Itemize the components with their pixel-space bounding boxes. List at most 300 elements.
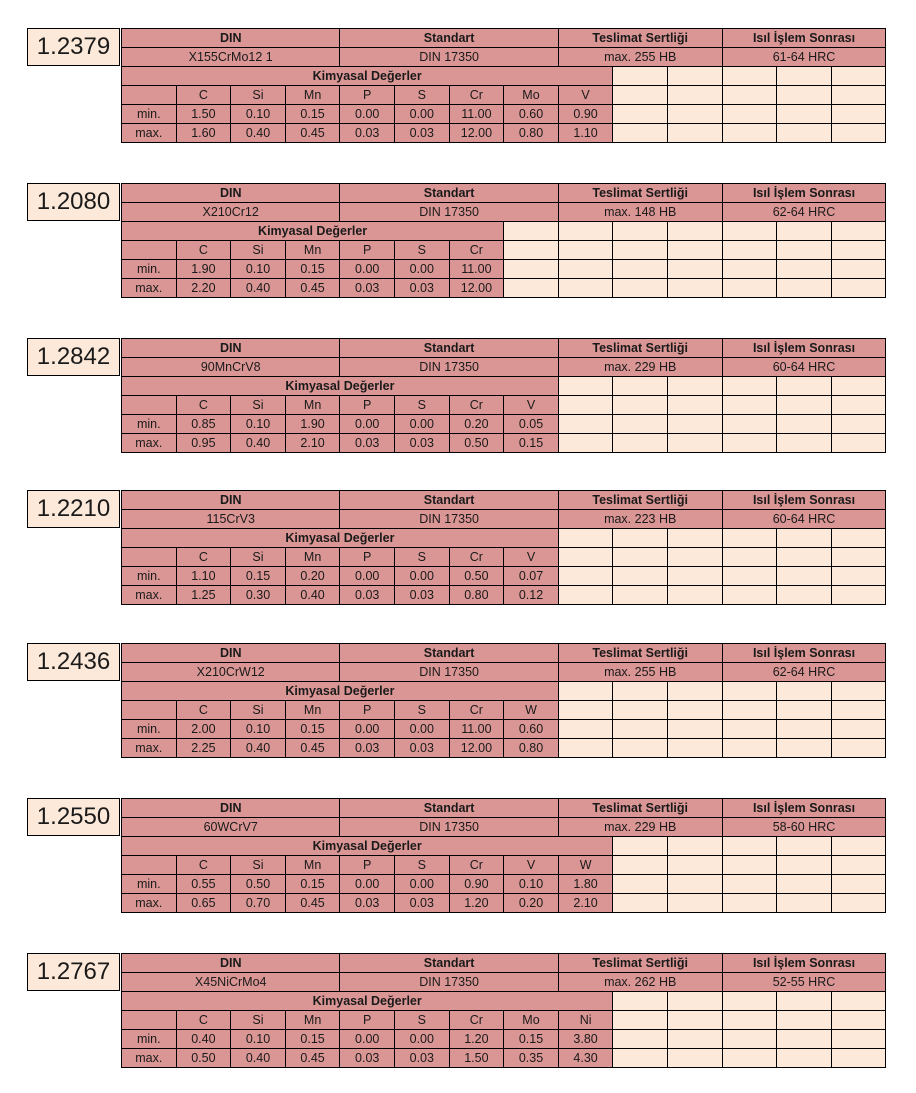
element-name: Mn — [285, 548, 340, 567]
element-name: S — [395, 856, 450, 875]
empty-cell — [831, 701, 886, 720]
min-value: 0.90 — [449, 875, 504, 894]
empty-cell — [613, 124, 668, 143]
din-value: 90MnCrV8 — [122, 358, 340, 377]
empty-cell — [831, 682, 886, 701]
standard-value: DIN 17350 — [340, 203, 558, 222]
max-value: 12.00 — [449, 739, 504, 758]
din-value: 115CrV3 — [122, 510, 340, 529]
max-value: 0.03 — [340, 1049, 395, 1068]
min-value: 0.15 — [285, 105, 340, 124]
empty-cell — [777, 739, 832, 758]
empty-cell — [667, 682, 722, 701]
empty-cell — [667, 222, 722, 241]
empty-cell — [777, 396, 832, 415]
element-name: Si — [231, 856, 286, 875]
min-label: min. — [122, 567, 177, 586]
empty-cell — [777, 1030, 832, 1049]
din-value: X155CrMo12 1 — [122, 48, 340, 67]
max-value: 0.65 — [176, 894, 231, 913]
empty-cell — [613, 1049, 668, 1068]
standard-value: DIN 17350 — [340, 510, 558, 529]
max-value: 0.15 — [504, 434, 559, 453]
empty-cell — [722, 567, 777, 586]
empty-cell — [613, 992, 668, 1011]
min-value: 11.00 — [449, 260, 504, 279]
empty-cell — [722, 86, 777, 105]
empty-cell — [613, 396, 668, 415]
delivery-hardness-header: Teslimat Sertliği — [558, 954, 722, 973]
min-value: 0.20 — [449, 415, 504, 434]
empty-cell — [667, 529, 722, 548]
empty-cell — [667, 279, 722, 298]
element-name: P — [340, 86, 395, 105]
empty-cell — [722, 992, 777, 1011]
empty-cell — [831, 875, 886, 894]
empty-cell — [667, 415, 722, 434]
empty-cell — [558, 241, 613, 260]
max-value: 0.80 — [449, 586, 504, 605]
delivery-hardness-header: Teslimat Sertliği — [558, 339, 722, 358]
empty-cell — [504, 241, 559, 260]
empty-cell — [558, 548, 613, 567]
empty-cell — [722, 105, 777, 124]
din-header: DIN — [122, 954, 340, 973]
chemical-values-header: Kimyasal Değerler — [122, 529, 559, 548]
empty-cell — [667, 1030, 722, 1049]
max-value: 0.45 — [285, 739, 340, 758]
after-heat-value: 58-60 HRC — [722, 818, 886, 837]
delivery-hardness-header: Teslimat Sertliği — [558, 29, 722, 48]
min-value: 0.10 — [231, 415, 286, 434]
empty-cell — [613, 529, 668, 548]
element-name: S — [395, 701, 450, 720]
after-heat-header: Isıl İşlem Sonrası — [722, 799, 886, 818]
max-value: 4.30 — [558, 1049, 613, 1068]
empty-cell — [667, 856, 722, 875]
max-value: 0.03 — [395, 586, 450, 605]
empty-cell — [831, 529, 886, 548]
empty-cell — [613, 739, 668, 758]
empty-cell — [831, 279, 886, 298]
delivery-hardness-value: max. 255 HB — [558, 663, 722, 682]
empty-cell — [722, 894, 777, 913]
standard-header: Standart — [340, 799, 558, 818]
empty-cell — [558, 701, 613, 720]
steel-code: 1.2436 — [27, 643, 120, 681]
empty-cell — [831, 739, 886, 758]
empty-cell — [722, 875, 777, 894]
empty-cell — [777, 875, 832, 894]
empty-cell — [777, 1049, 832, 1068]
steel-spec-table — [121, 338, 886, 453]
max-value: 0.20 — [504, 894, 559, 913]
min-value: 1.20 — [449, 1030, 504, 1049]
empty-cell — [831, 67, 886, 86]
empty-cell — [777, 567, 832, 586]
empty-cell — [558, 434, 613, 453]
empty-cell — [777, 260, 832, 279]
max-value: 0.03 — [340, 434, 395, 453]
delivery-hardness-header: Teslimat Sertliği — [558, 644, 722, 663]
element-name: Cr — [449, 856, 504, 875]
max-value: 12.00 — [449, 279, 504, 298]
empty-cell — [777, 67, 832, 86]
empty-cell — [667, 548, 722, 567]
empty-cell — [722, 856, 777, 875]
delivery-hardness-value: max. 255 HB — [558, 48, 722, 67]
empty-cell — [831, 992, 886, 1011]
element-name: Ni — [558, 1011, 613, 1030]
delivery-hardness-value: max. 262 HB — [558, 973, 722, 992]
min-value: 0.00 — [395, 260, 450, 279]
element-name: P — [340, 241, 395, 260]
element-name: Si — [231, 396, 286, 415]
min-value: 0.00 — [340, 105, 395, 124]
max-value: 1.50 — [449, 1049, 504, 1068]
empty-cell — [831, 1049, 886, 1068]
delivery-hardness-header: Teslimat Sertliği — [558, 799, 722, 818]
empty-cell — [722, 586, 777, 605]
empty-cell — [667, 1011, 722, 1030]
empty-cell — [613, 377, 668, 396]
empty-cell — [722, 739, 777, 758]
row-label-blank — [122, 701, 177, 720]
max-label: max. — [122, 279, 177, 298]
min-label: min. — [122, 105, 177, 124]
max-value: 0.45 — [285, 279, 340, 298]
max-value: 0.35 — [504, 1049, 559, 1068]
max-value: 0.03 — [340, 586, 395, 605]
max-value: 0.40 — [231, 279, 286, 298]
empty-cell — [777, 529, 832, 548]
min-value: 0.40 — [176, 1030, 231, 1049]
delivery-hardness-value: max. 229 HB — [558, 358, 722, 377]
empty-cell — [722, 241, 777, 260]
empty-cell — [777, 279, 832, 298]
min-value: 0.00 — [395, 720, 450, 739]
max-value: 2.25 — [176, 739, 231, 758]
chemical-values-header: Kimyasal Değerler — [122, 682, 559, 701]
din-header: DIN — [122, 29, 340, 48]
empty-cell — [613, 856, 668, 875]
element-name: P — [340, 701, 395, 720]
empty-cell — [831, 260, 886, 279]
empty-cell — [777, 856, 832, 875]
min-value: 11.00 — [449, 720, 504, 739]
element-name: Cr — [449, 701, 504, 720]
empty-cell — [722, 1049, 777, 1068]
max-label: max. — [122, 124, 177, 143]
max-label: max. — [122, 894, 177, 913]
max-label: max. — [122, 739, 177, 758]
element-name: Cr — [449, 396, 504, 415]
min-value: 0.15 — [285, 720, 340, 739]
min-value: 0.10 — [504, 875, 559, 894]
element-name: Mn — [285, 396, 340, 415]
min-value: 0.00 — [395, 105, 450, 124]
standard-value: DIN 17350 — [340, 818, 558, 837]
min-label: min. — [122, 415, 177, 434]
empty-cell — [722, 260, 777, 279]
max-value: 0.03 — [395, 279, 450, 298]
element-name: Cr — [449, 86, 504, 105]
steel-spec-table — [121, 953, 886, 1068]
element-name: Si — [231, 701, 286, 720]
empty-cell — [613, 241, 668, 260]
empty-cell — [777, 377, 832, 396]
empty-cell — [777, 548, 832, 567]
element-name: Mn — [285, 1011, 340, 1030]
empty-cell — [558, 586, 613, 605]
empty-cell — [777, 992, 832, 1011]
element-name: C — [176, 701, 231, 720]
empty-cell — [558, 396, 613, 415]
min-value: 0.05 — [504, 415, 559, 434]
empty-cell — [667, 396, 722, 415]
row-label-blank — [122, 1011, 177, 1030]
empty-cell — [777, 720, 832, 739]
empty-cell — [667, 434, 722, 453]
standard-value: DIN 17350 — [340, 358, 558, 377]
min-value: 0.00 — [340, 567, 395, 586]
empty-cell — [777, 434, 832, 453]
max-value: 0.12 — [504, 586, 559, 605]
empty-cell — [722, 1011, 777, 1030]
min-value: 0.00 — [340, 1030, 395, 1049]
empty-cell — [722, 67, 777, 86]
empty-cell — [831, 222, 886, 241]
min-value: 1.80 — [558, 875, 613, 894]
empty-cell — [613, 586, 668, 605]
empty-cell — [667, 992, 722, 1011]
element-name: Si — [231, 1011, 286, 1030]
max-value: 0.40 — [285, 586, 340, 605]
standard-header: Standart — [340, 29, 558, 48]
min-value: 0.15 — [504, 1030, 559, 1049]
max-value: 12.00 — [449, 124, 504, 143]
max-value: 0.03 — [340, 124, 395, 143]
element-name: Si — [231, 241, 286, 260]
standard-value: DIN 17350 — [340, 973, 558, 992]
element-name: P — [340, 1011, 395, 1030]
element-name: Cr — [449, 1011, 504, 1030]
min-value: 1.50 — [176, 105, 231, 124]
empty-cell — [613, 434, 668, 453]
max-value: 0.45 — [285, 894, 340, 913]
empty-cell — [667, 1049, 722, 1068]
after-heat-value: 52-55 HRC — [722, 973, 886, 992]
empty-cell — [722, 529, 777, 548]
din-value: X210CrW12 — [122, 663, 340, 682]
empty-cell — [558, 415, 613, 434]
empty-cell — [613, 894, 668, 913]
max-label: max. — [122, 1049, 177, 1068]
empty-cell — [777, 86, 832, 105]
empty-cell — [558, 720, 613, 739]
empty-cell — [722, 415, 777, 434]
min-value: 0.10 — [231, 260, 286, 279]
max-value: 0.95 — [176, 434, 231, 453]
min-value: 1.10 — [176, 567, 231, 586]
min-value: 0.00 — [395, 1030, 450, 1049]
max-value: 0.30 — [231, 586, 286, 605]
element-name: S — [395, 241, 450, 260]
after-heat-header: Isıl İşlem Sonrası — [722, 491, 886, 510]
empty-cell — [777, 222, 832, 241]
element-name: W — [558, 856, 613, 875]
max-value: 0.03 — [340, 739, 395, 758]
min-label: min. — [122, 260, 177, 279]
din-header: DIN — [122, 644, 340, 663]
empty-cell — [667, 875, 722, 894]
empty-cell — [667, 739, 722, 758]
standard-header: Standart — [340, 491, 558, 510]
steel-block — [27, 953, 889, 1074]
steel-code: 1.2550 — [27, 798, 120, 836]
din-value: X210Cr12 — [122, 203, 340, 222]
min-value: 0.00 — [340, 875, 395, 894]
element-name: P — [340, 396, 395, 415]
row-label-blank — [122, 396, 177, 415]
din-header: DIN — [122, 184, 340, 203]
empty-cell — [504, 222, 559, 241]
max-value: 0.40 — [231, 124, 286, 143]
empty-cell — [831, 1030, 886, 1049]
empty-cell — [504, 279, 559, 298]
min-value: 0.20 — [285, 567, 340, 586]
empty-cell — [831, 415, 886, 434]
empty-cell — [777, 701, 832, 720]
element-name: S — [395, 396, 450, 415]
empty-cell — [667, 586, 722, 605]
min-value: 0.15 — [285, 875, 340, 894]
empty-cell — [722, 124, 777, 143]
empty-cell — [722, 720, 777, 739]
delivery-hardness-value: max. 223 HB — [558, 510, 722, 529]
min-value: 0.10 — [231, 720, 286, 739]
min-value: 0.00 — [340, 260, 395, 279]
empty-cell — [831, 567, 886, 586]
chemical-values-header: Kimyasal Değerler — [122, 837, 613, 856]
max-value: 0.80 — [504, 124, 559, 143]
min-value: 0.10 — [231, 1030, 286, 1049]
after-heat-value: 62-64 HRC — [722, 203, 886, 222]
max-value: 0.03 — [395, 434, 450, 453]
empty-cell — [613, 260, 668, 279]
min-value: 11.00 — [449, 105, 504, 124]
empty-cell — [777, 894, 832, 913]
empty-cell — [504, 260, 559, 279]
element-name: S — [395, 1011, 450, 1030]
min-value: 0.00 — [340, 720, 395, 739]
empty-cell — [667, 567, 722, 586]
after-heat-header: Isıl İşlem Sonrası — [722, 29, 886, 48]
empty-cell — [558, 567, 613, 586]
element-name: C — [176, 548, 231, 567]
empty-cell — [722, 1030, 777, 1049]
steel-spec-table — [121, 183, 886, 298]
steel-block — [27, 798, 889, 919]
empty-cell — [613, 720, 668, 739]
element-name: P — [340, 548, 395, 567]
row-label-blank — [122, 856, 177, 875]
steel-block — [27, 643, 889, 764]
steel-block — [27, 490, 889, 611]
max-value: 0.03 — [395, 1049, 450, 1068]
steel-spec-table — [121, 28, 886, 143]
element-name: Cr — [449, 548, 504, 567]
max-value: 0.03 — [340, 894, 395, 913]
element-name: V — [504, 856, 559, 875]
din-header: DIN — [122, 799, 340, 818]
max-value: 0.40 — [231, 434, 286, 453]
element-name: Si — [231, 548, 286, 567]
empty-cell — [667, 105, 722, 124]
empty-cell — [831, 124, 886, 143]
din-header: DIN — [122, 491, 340, 510]
element-name: Si — [231, 86, 286, 105]
steel-block — [27, 28, 889, 149]
empty-cell — [613, 701, 668, 720]
empty-cell — [667, 701, 722, 720]
min-value: 0.50 — [449, 567, 504, 586]
max-label: max. — [122, 434, 177, 453]
delivery-hardness-value: max. 229 HB — [558, 818, 722, 837]
steel-spec-table — [121, 490, 886, 605]
empty-cell — [831, 1011, 886, 1030]
min-value: 0.07 — [504, 567, 559, 586]
empty-cell — [777, 124, 832, 143]
max-value: 2.10 — [558, 894, 613, 913]
standard-header: Standart — [340, 339, 558, 358]
max-value: 0.03 — [395, 739, 450, 758]
empty-cell — [777, 837, 832, 856]
element-name: C — [176, 86, 231, 105]
element-name: Mn — [285, 241, 340, 260]
empty-cell — [667, 377, 722, 396]
after-heat-value: 60-64 HRC — [722, 358, 886, 377]
empty-cell — [722, 701, 777, 720]
empty-cell — [613, 837, 668, 856]
steel-spec-table — [121, 798, 886, 913]
empty-cell — [831, 105, 886, 124]
min-value: 0.55 — [176, 875, 231, 894]
min-label: min. — [122, 1030, 177, 1049]
max-value: 0.50 — [449, 434, 504, 453]
empty-cell — [722, 396, 777, 415]
empty-cell — [722, 222, 777, 241]
max-value: 1.25 — [176, 586, 231, 605]
min-value: 2.00 — [176, 720, 231, 739]
min-value: 3.80 — [558, 1030, 613, 1049]
empty-cell — [613, 875, 668, 894]
empty-cell — [831, 894, 886, 913]
max-value: 0.03 — [395, 124, 450, 143]
steel-code: 1.2080 — [27, 183, 120, 221]
min-value: 0.60 — [504, 720, 559, 739]
standard-header: Standart — [340, 184, 558, 203]
steel-spec-table — [121, 643, 886, 758]
min-value: 0.00 — [340, 415, 395, 434]
max-value: 0.45 — [285, 1049, 340, 1068]
min-value: 0.90 — [558, 105, 613, 124]
after-heat-header: Isıl İşlem Sonrası — [722, 339, 886, 358]
element-name: V — [558, 86, 613, 105]
max-value: 1.20 — [449, 894, 504, 913]
max-label: max. — [122, 586, 177, 605]
min-value: 0.85 — [176, 415, 231, 434]
